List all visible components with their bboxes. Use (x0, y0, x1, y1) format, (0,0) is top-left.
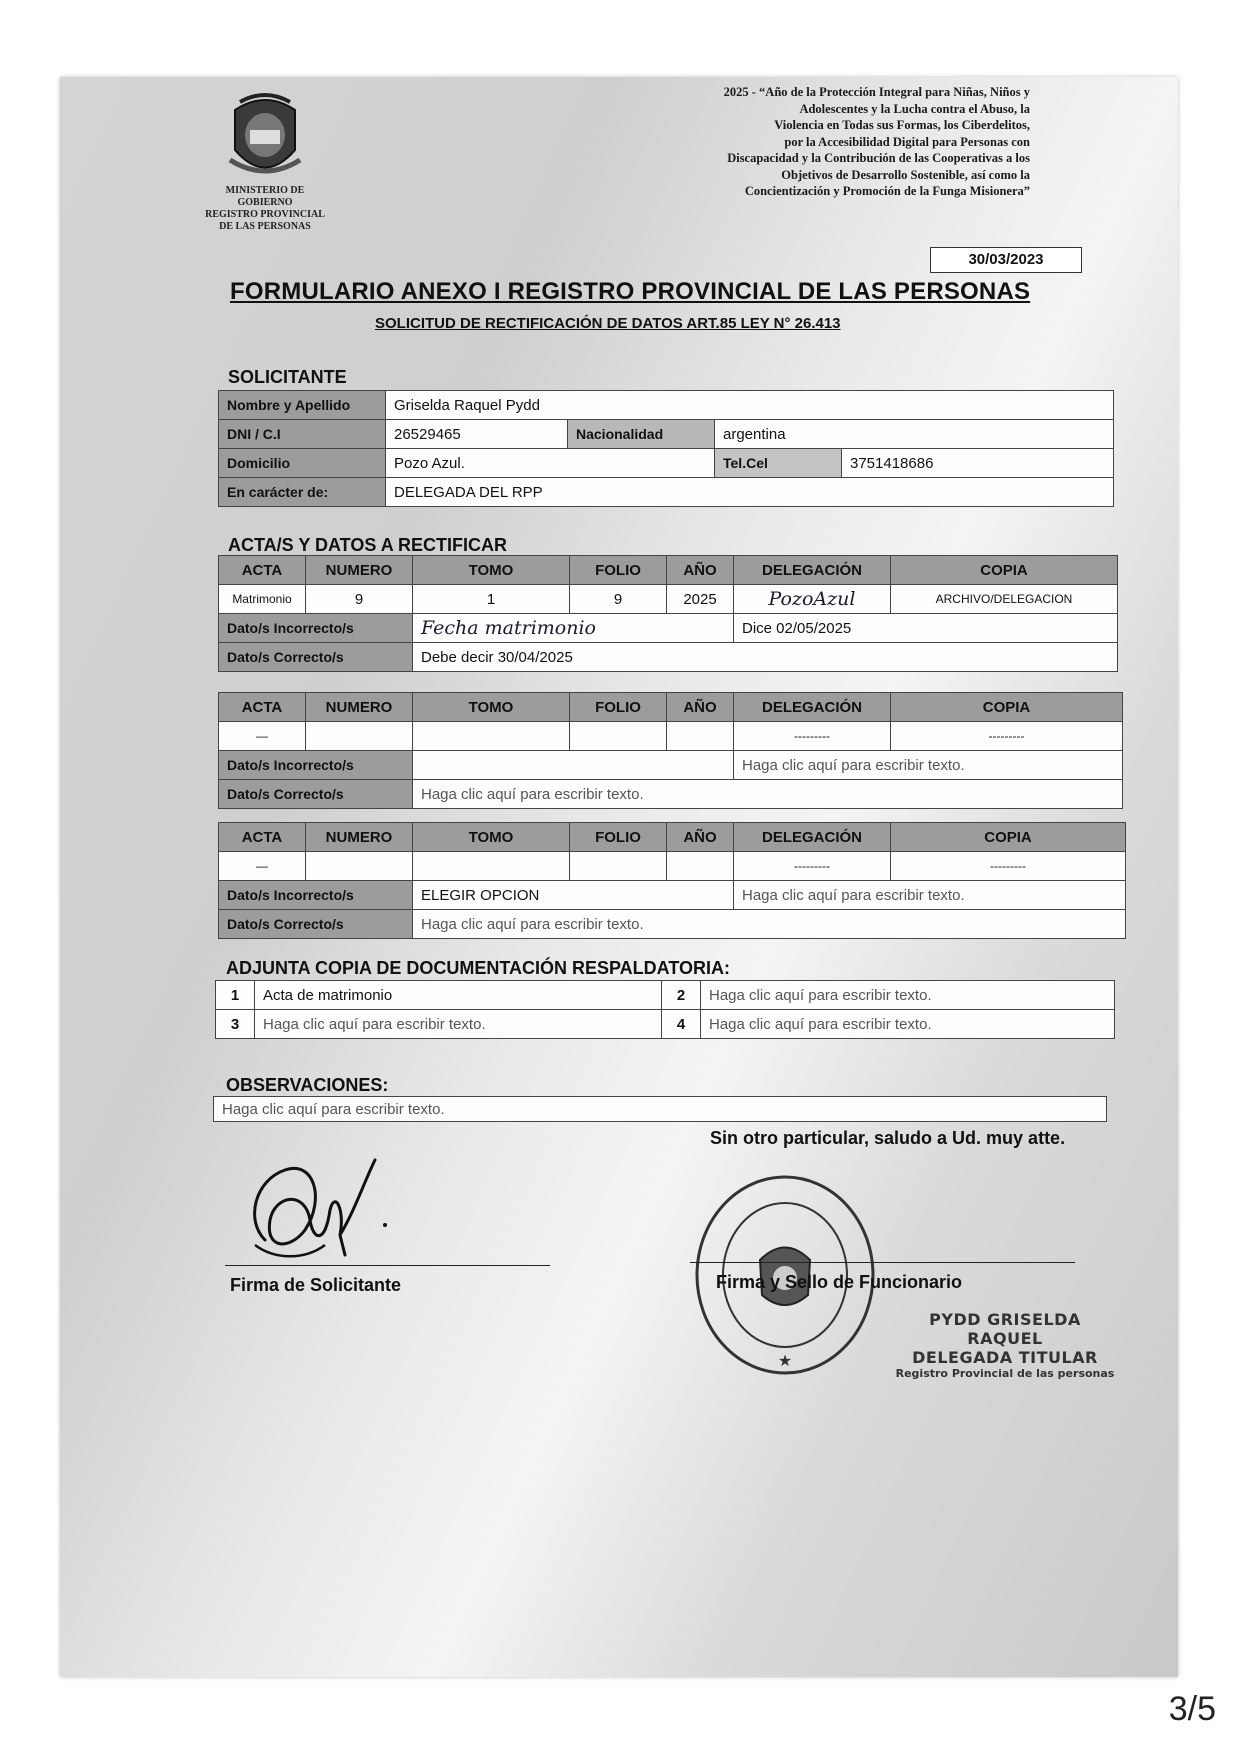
adjunta-item-4[interactable]: Haga clic aquí para escribir texto. (701, 1010, 1115, 1039)
solicitante-heading: SOLICITANTE (228, 367, 347, 387)
farewell-text: Sin otro particular, saludo a Ud. muy atte. (710, 1128, 1066, 1148)
col-acta: ACTA (219, 823, 306, 852)
acta-delegacion[interactable]: --------- (734, 852, 891, 881)
acta-tomo[interactable] (413, 852, 570, 881)
col-anio: AÑO (667, 823, 734, 852)
correct-value[interactable]: Haga clic aquí para escribir texto. (413, 910, 1126, 939)
motto-line: Adolescentes y la Lucha contra el Abuso, la (799, 101, 1030, 116)
stamp-role: DELEGADA TITULAR (912, 1348, 1098, 1367)
adjunta-item-1[interactable]: Acta de matrimonio (255, 981, 662, 1010)
tel-label: Tel.Cel (715, 449, 842, 478)
adjunta-item-3[interactable]: Haga clic aquí para escribir texto. (255, 1010, 662, 1039)
adjunta-num: 4 (662, 1010, 701, 1039)
col-copia: COPIA (891, 823, 1126, 852)
solicitante-table (218, 390, 1114, 507)
incorrect-field-name[interactable]: Fecha matrimonio (413, 614, 734, 643)
acta-tomo[interactable] (413, 722, 570, 751)
nacionalidad-label: Nacionalidad (568, 420, 715, 449)
acta-tomo[interactable]: 1 (413, 585, 570, 614)
adjunta-num: 2 (662, 981, 701, 1010)
firma-funcionario-label: Firma y Sello de Funcionario (716, 1272, 963, 1292)
nacionalidad-field[interactable]: argentina (715, 420, 1114, 449)
motto-line: Violencia en Todas sus Formas, los Ciberdelitos, (774, 118, 1030, 132)
motto-line: Concientización y Promoción de la Funga Misionera” (744, 184, 1030, 198)
correct-value[interactable]: Debe decir 30/04/2025 (413, 643, 1118, 672)
domicilio-field[interactable]: Pozo Azul. (386, 449, 715, 478)
correct-label: Dato/s Correcto/s (219, 643, 413, 672)
coat-of-arms-icon (220, 90, 310, 185)
acta-copia[interactable]: --------- (891, 852, 1126, 881)
acta-delegacion[interactable]: PozoAzul (734, 585, 891, 614)
correct-label: Dato/s Correcto/s (219, 910, 413, 939)
dni-field[interactable]: 26529465 (386, 420, 568, 449)
col-tomo: TOMO (413, 693, 570, 722)
acta-folio[interactable] (570, 852, 667, 881)
col-copia: COPIA (891, 693, 1123, 722)
stamp-org: Registro Provincial de las personas (895, 1367, 1115, 1380)
nombre-label: Nombre y Apellido (219, 391, 386, 420)
year-motto (560, 84, 1030, 200)
acta-folio[interactable] (570, 722, 667, 751)
nombre-field[interactable]: Griselda Raquel Pydd (386, 391, 1114, 420)
adjunta-table (215, 980, 1115, 1039)
acta-table-3 (218, 822, 1126, 939)
col-numero: NUMERO (306, 556, 413, 585)
page-number: 3/5 (1168, 1690, 1216, 1728)
observaciones-heading: OBSERVACIONES: (226, 1075, 389, 1095)
signature-line-official (690, 1262, 1075, 1263)
form-subtitle: SOLICITUD DE RECTIFICACIÓN DE DATOS ART.85 LEY N° 26.413 (375, 315, 841, 332)
acta-anio[interactable]: 2025 (667, 585, 734, 614)
incorrect-value[interactable]: Dice 02/05/2025 (734, 614, 1118, 643)
col-delegacion: DELEGACIÓN (734, 823, 891, 852)
date-field[interactable]: 30/03/2023 (930, 247, 1082, 273)
incorrect-field-select[interactable]: ELEGIR OPCION (413, 881, 734, 910)
acta-delegacion[interactable]: --------- (734, 722, 891, 751)
svg-text:★: ★ (777, 1353, 793, 1370)
acta-folio[interactable]: 9 (570, 585, 667, 614)
adjunta-item-2[interactable]: Haga clic aquí para escribir texto. (701, 981, 1115, 1010)
motto-line: Discapacidad y la Contribución de las Cooperativas a los (727, 151, 1030, 165)
col-acta: ACTA (219, 693, 306, 722)
acta-tipo[interactable]: Matrimonio (219, 585, 306, 614)
acta-numero[interactable]: 9 (306, 585, 413, 614)
col-copia: COPIA (891, 556, 1118, 585)
motto-line: Objetivos de Desarrollo Sostenible, así como la (781, 167, 1030, 182)
acta-table-1 (218, 555, 1118, 672)
col-acta: ACTA (219, 556, 306, 585)
acta-table-2 (218, 692, 1123, 809)
incorrect-value[interactable]: Haga clic aquí para escribir texto. (734, 881, 1126, 910)
acta-tipo[interactable]: — (219, 722, 306, 751)
observaciones-field[interactable]: Haga clic aquí para escribir texto. (213, 1096, 1107, 1122)
signature-line-applicant (225, 1265, 550, 1266)
logo-line-2: REGISTRO PROVINCIAL (205, 209, 325, 220)
logo-line-1: MINISTERIO DE GOBIERNO (225, 185, 305, 208)
col-folio: FOLIO (570, 556, 667, 585)
acta-numero[interactable] (306, 852, 413, 881)
col-tomo: TOMO (413, 556, 570, 585)
adjunta-num: 1 (216, 981, 255, 1010)
col-delegacion: DELEGACIÓN (734, 556, 891, 585)
stamp-name: PYDD GRISELDA RAQUEL (929, 1310, 1081, 1348)
motto-line: 2025 - “Año de la Protección Integral para Niñas, Niños y (723, 85, 1030, 99)
adjunta-heading: ADJUNTA COPIA DE DOCUMENTACIÓN RESPALDATORIA: (226, 958, 730, 978)
adjunta-num: 3 (216, 1010, 255, 1039)
actas-heading: ACTA/S Y DATOS A RECTIFICAR (228, 535, 508, 555)
firma-solicitante-label: Firma de Solicitante (230, 1275, 402, 1295)
caracter-field[interactable]: DELEGADA DEL RPP (386, 478, 1114, 507)
motto-line: por la Accesibilidad Digital para Personas con (784, 134, 1030, 149)
ministry-logo (200, 90, 330, 233)
incorrect-label: Dato/s Incorrecto/s (219, 881, 413, 910)
correct-value[interactable]: Haga clic aquí para escribir texto. (413, 780, 1123, 809)
col-delegacion: DELEGACIÓN (734, 693, 891, 722)
col-folio: FOLIO (570, 823, 667, 852)
incorrect-value[interactable]: Haga clic aquí para escribir texto. (734, 751, 1123, 780)
acta-copia[interactable]: --------- (891, 722, 1123, 751)
form-title: FORMULARIO ANEXO I REGISTRO PROVINCIAL DE LAS PERSONAS (230, 278, 1031, 305)
domicilio-label: Domicilio (219, 449, 386, 478)
acta-anio[interactable] (667, 722, 734, 751)
col-tomo: TOMO (413, 823, 570, 852)
tel-field[interactable]: 3751418686 (842, 449, 1114, 478)
incorrect-field-name[interactable] (413, 751, 734, 780)
acta-tipo[interactable]: — (219, 852, 306, 881)
official-stamp (890, 1310, 1120, 1380)
correct-label: Dato/s Correcto/s (219, 780, 413, 809)
col-folio: FOLIO (570, 693, 667, 722)
handwritten-signature (235, 1150, 405, 1275)
incorrect-label: Dato/s Incorrecto/s (219, 751, 413, 780)
dni-label: DNI / C.I (219, 420, 386, 449)
col-numero: NUMERO (306, 823, 413, 852)
acta-numero[interactable] (306, 722, 413, 751)
col-numero: NUMERO (306, 693, 413, 722)
col-anio: AÑO (667, 693, 734, 722)
acta-copia[interactable]: ARCHIVO/DELEGACION (891, 585, 1118, 614)
incorrect-label: Dato/s Incorrecto/s (219, 614, 413, 643)
logo-line-3: DE LAS PERSONAS (219, 221, 311, 232)
caracter-label: En carácter de: (219, 478, 386, 507)
col-anio: AÑO (667, 556, 734, 585)
acta-anio[interactable] (667, 852, 734, 881)
